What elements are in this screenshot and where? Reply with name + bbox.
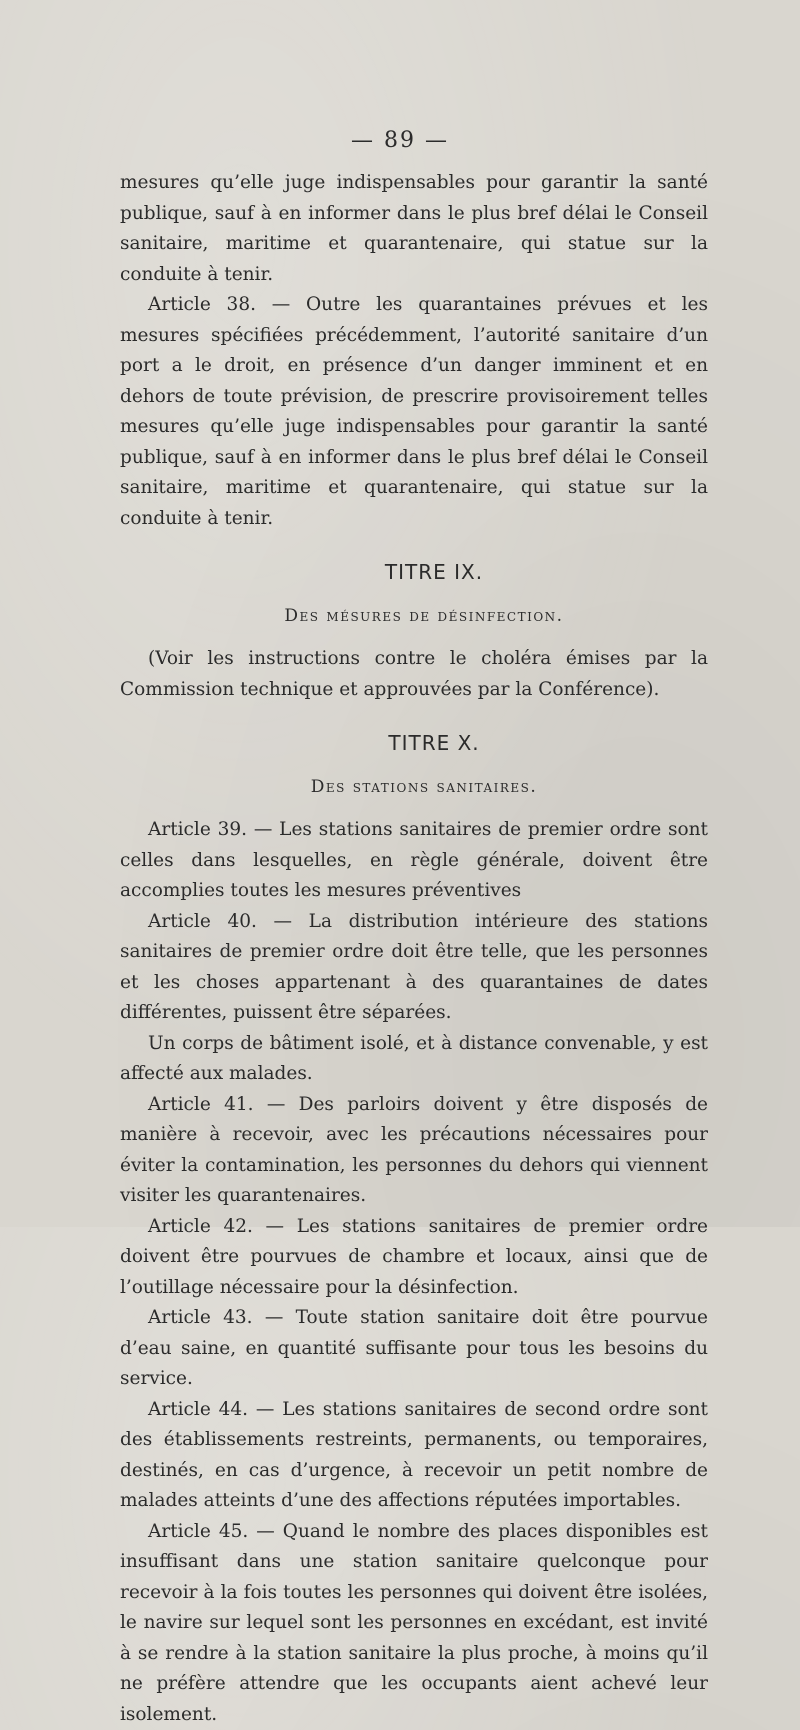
article-42: Article 42. — Les stations sanitaires de premier ordre doivent être pourvues de chambre et locaux, ainsi que de l’outillage nécessaire pour la désinfection. [120,1212,708,1304]
titre-ix-note: (Voir les instructions contre le choléra émises par la Commission technique et approuvées par la Conférence). [120,644,708,705]
titre-x-heading: TITRE X. [120,729,708,757]
page-number: — 89 — [0,128,800,153]
article-40-continuation: Un corps de bâtiment isolé, et à distance convenable, y est affecté aux malades. [120,1029,708,1090]
article-43: Article 43. — Toute station sanitaire doit être pourvue d’eau saine, en quantité suffisante pour tous les besoins du service. [120,1303,708,1395]
article-38: Article 38. — Outre les quarantaines prévues et les mesures spécifiées précédemment, l’autorité sanitaire d’un port a le droit, en présence d’un danger imminent et en dehors de toute prévision, de prescrire provisoirement telles mesures qu’elle juge indispensables pour garantir la santé publique, sauf à en informer dans le plus bref délai le Conseil sanitaire, maritime et quarantenaire, qui statue sur la conduite à tenir. [120,290,708,534]
document-body [120,168,708,1730]
article-40: Article 40. — La distribution intérieure des stations sanitaires de premier ordre doit être telle, que les personnes et les choses appartenant à des quarantaines de dates différentes, puissent être séparées. [120,907,708,1029]
titre-ix-subtitle: Des mésures de désinfection. [120,602,708,630]
titre-x-subtitle: Des stations sanitaires. [120,773,708,801]
article-39: Article 39. — Les stations sanitaires de premier ordre sont celles dans lesquelles, en règle générale, doivent être accomplies toutes les mesures préventives [120,815,708,907]
article-44: Article 44. — Les stations sanitaires de second ordre sont des établissements restreints, permanents, ou temporaires, destinés, en cas d’urgence, à recevoir un petit nombre de malades atteints d’une des affections réputées importables. [120,1395,708,1517]
titre-ix-heading: TITRE IX. [120,558,708,586]
paragraph-continuation: mesures qu’elle juge indispensables pour garantir la santé publique, sauf à en informer dans le plus bref délai le Conseil sanitaire, maritime et quarantenaire, qui statue sur la conduite à tenir. [120,168,708,290]
article-41: Article 41. — Des parloirs doivent y être disposés de manière à recevoir, avec les précautions nécessaires pour éviter la contamination, les personnes du dehors qui viennent visiter les quarantenaires. [120,1090,708,1212]
article-45: Article 45. — Quand le nombre des places disponibles est insuffisant dans une station sanitaire quelconque pour recevoir à la fois toutes les personnes qui doivent être isolées, le navire sur lequel sont les personnes en excédant, est invité à se rendre à la station sanitaire la plus proche, à moins qu’il ne préfère attendre que les occupants aient achevé leur isolement. [120,1517,708,1730]
